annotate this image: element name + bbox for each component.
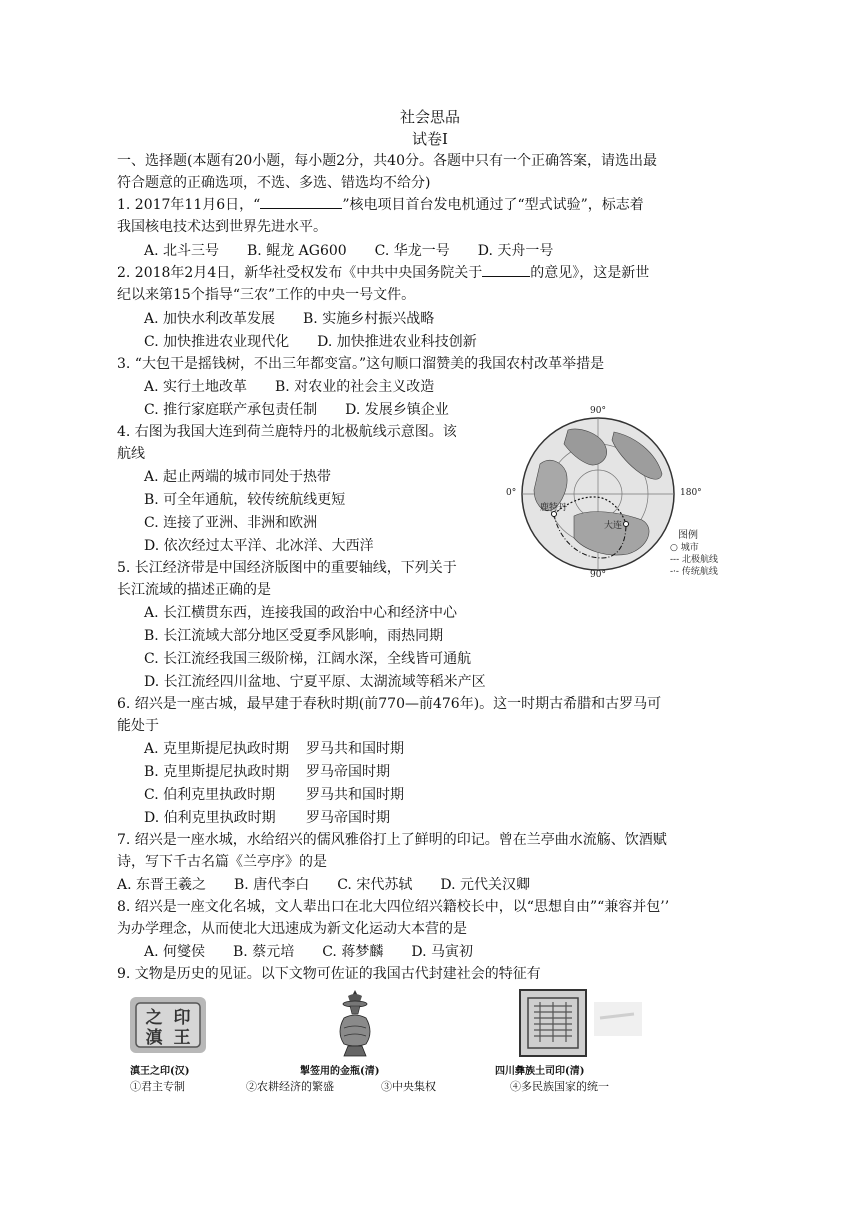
q1-option-b: B. 鲲龙 AG600: [247, 243, 347, 259]
q4-option-d: D. 依次经过太平洋、北冰洋、大西洋: [144, 538, 374, 554]
map-legend-city: ○ 城市: [670, 543, 699, 553]
q3-options-row2: [144, 399, 477, 421]
question-5: 5. 长江经济带是中国经济版图中的重要轴线，下列关于: [117, 560, 457, 576]
caption-golden-urn: 掣签用的金瓶(清): [300, 1066, 380, 1077]
map-label-bottom: 90°: [590, 570, 606, 580]
svg-text:印: 印: [173, 1008, 191, 1028]
svg-text:王: 王: [173, 1028, 191, 1048]
map-label-top: 90°: [590, 406, 606, 416]
q5-option-b: B. 长江流域大部分地区受夏季风影响，雨热同期: [144, 628, 444, 644]
svg-text:之: 之: [145, 1008, 163, 1028]
q6-option-c: C. 伯利克里执政时期 罗马共和国时期: [144, 787, 404, 803]
q4-option-c: C. 连接了亚洲、非洲和欧洲: [144, 515, 318, 531]
q7-option-c: C. 宋代苏轼: [337, 877, 413, 893]
q1-options: [144, 240, 581, 262]
q1-text-cont: 我国核电技术达到世界先进水平。: [117, 219, 327, 235]
caption-dian-seal: 滇王之印(汉): [130, 1066, 190, 1077]
question-4: 4. 右图为我国大连到荷兰鹿特丹的北极航线示意图。该: [117, 424, 457, 440]
q7-options: [117, 874, 558, 896]
q5-text-cont: 长江流域的描述正确的是: [117, 582, 271, 598]
q9-item-1: ①君主专制: [130, 1080, 185, 1093]
q6-option-a: A. 克里斯提尼执政时期 罗马共和国时期: [144, 741, 404, 757]
question-8: 8. 绍兴是一座文化名城，文人辈出口在北大四位绍兴籍校长中，以“思想自由”“兼容并包’’: [117, 899, 670, 915]
q8-option-c: C. 蒋梦麟: [322, 944, 384, 960]
q6-option-d: D. 伯利克里执政时期 罗马帝国时期: [144, 810, 390, 826]
q3-option-d: D. 发展乡镇企业: [345, 402, 449, 418]
q4-option-a: A. 起止两端的城市同处于热带: [144, 469, 332, 485]
question-2: [117, 262, 649, 284]
q1-option-c: C. 华龙一号: [374, 243, 450, 259]
q8-option-d: D. 马寅初: [411, 944, 473, 960]
q9-item-4: ④多民族国家的统一: [510, 1080, 609, 1093]
q8-options: [144, 941, 501, 963]
q6-text-cont: 能处于: [117, 718, 159, 734]
q7-option-a: A. 东晋王羲之: [117, 877, 207, 893]
q3-option-a: A. 实行土地改革: [144, 379, 248, 395]
q2-option-b: B. 实施乡村振兴战略: [303, 311, 435, 327]
question-3: 3. “大包干是摇钱树，不出三年都变富。”这句顺口溜赞美的我国农村改革举措是: [117, 356, 605, 372]
q2-text-cont: 纪以来第15个指导“三农”工作的中央一号文件。: [117, 287, 416, 303]
q1-option-a: A. 北斗三号: [144, 243, 220, 259]
q5-option-a: A. 长江横贯东西，连接我国的政治中心和经济中心: [144, 605, 458, 621]
q2-option-c: C. 加快推进农业现代化: [144, 334, 290, 350]
svg-text:滇: 滇: [145, 1028, 163, 1048]
q4-option-b: B. 可全年通航，较传统航线更短: [144, 492, 346, 508]
section-instruction-cont: 符合题意的正确选项，不选、多选、错选均不给分): [117, 175, 431, 191]
map-label-right: 180°: [680, 488, 702, 498]
question-7: 7. 绍兴是一座水城，水给绍兴的儒风雅俗打上了鲜明的印记。曾在兰亭曲水流觞、饮酒赋: [117, 832, 667, 848]
q3-option-c: C. 推行家庭联产承包责任制: [144, 402, 318, 418]
seal-shadow-decoration: [594, 1002, 642, 1036]
q2-blank: [482, 262, 530, 277]
q9-item-2: ②农耕经济的繁盛: [246, 1080, 334, 1093]
q7-option-b: B. 唐代李白: [234, 877, 310, 893]
q2-text-a: 2. 2018年2月4日，新华社受权发布《中共中央国务院关于: [117, 265, 483, 281]
dalian-marker: [624, 522, 629, 527]
yi-chieftain-seal-image: [518, 988, 590, 1060]
q1-option-d: D. 天舟一号: [477, 243, 554, 259]
subject-title: 社会思品: [399, 108, 460, 126]
caption-yi-seal: 四川彝族土司印(清): [495, 1066, 585, 1077]
map-city-dalian: 大连: [604, 521, 623, 531]
q9-item-3: ③中央集权: [381, 1080, 436, 1093]
section-instruction: 一、选择题(本题有20小题，每小题2分，共40分。各题中只有一个正确答案，请选出最: [117, 153, 657, 169]
arctic-route-map: [506, 406, 718, 580]
map-legend-title: 图例: [678, 530, 698, 541]
q2-options-row2: [144, 331, 505, 353]
q6-option-b: B. 克里斯提尼执政时期 罗马帝国时期: [144, 764, 390, 780]
map-legend-traditional: -·- 传统航线: [670, 567, 718, 577]
q4-text-cont: 航线: [117, 446, 145, 462]
map-label-left: 0°: [506, 488, 517, 498]
q2-options-row1: [144, 308, 462, 330]
q7-option-d: D. 元代关汉卿: [440, 877, 530, 893]
q1-text-b: ”核电项目首台发电机通过了“型式试验”，标志着: [342, 197, 644, 213]
dian-king-seal-image: [128, 995, 210, 1057]
q1-blank: [260, 194, 342, 209]
q8-option-a: A. 何燮侯: [144, 944, 206, 960]
map-legend-arctic: --- 北极航线: [670, 555, 718, 565]
q8-text-cont: 为办学理念，从而使北大迅速成为新文化运动大本营的是: [117, 921, 467, 937]
q2-option-a: A. 加快水利改革发展: [144, 311, 276, 327]
q3-options-row1: [144, 376, 462, 398]
question-9: 9. 文物是历史的见证。以下文物可佐证的我国古代封建社会的特征有: [117, 966, 541, 982]
question-1: [117, 194, 644, 216]
question-6: 6. 绍兴是一座古城，最早建于春秋时期(前770—前476年)。这一时期古希腊和古罗马可: [117, 696, 662, 712]
map-city-rotterdam: 鹿特丹: [540, 503, 568, 513]
q2-option-d: D. 加快推进农业科技创新: [317, 334, 477, 350]
q8-option-b: B. 蔡元培: [233, 944, 295, 960]
paper-title: 试卷Ⅰ: [412, 130, 448, 148]
golden-urn-image: [330, 988, 380, 1060]
q1-text-a: 1. 2017年11月6日，“: [117, 197, 261, 213]
q5-option-d: D. 长江流经四川盆地、宁夏平原、太湖流域等稻米产区: [144, 674, 486, 690]
q3-option-b: B. 对农业的社会主义改造: [275, 379, 435, 395]
q5-option-c: C. 长江流经我国三级阶梯，江阔水深，全线皆可通航: [144, 651, 472, 667]
q7-text-cont: 诗，写下千古名篇《兰亭序》的是: [117, 854, 327, 870]
q2-text-b: 的意见》，这是新世: [530, 265, 650, 281]
